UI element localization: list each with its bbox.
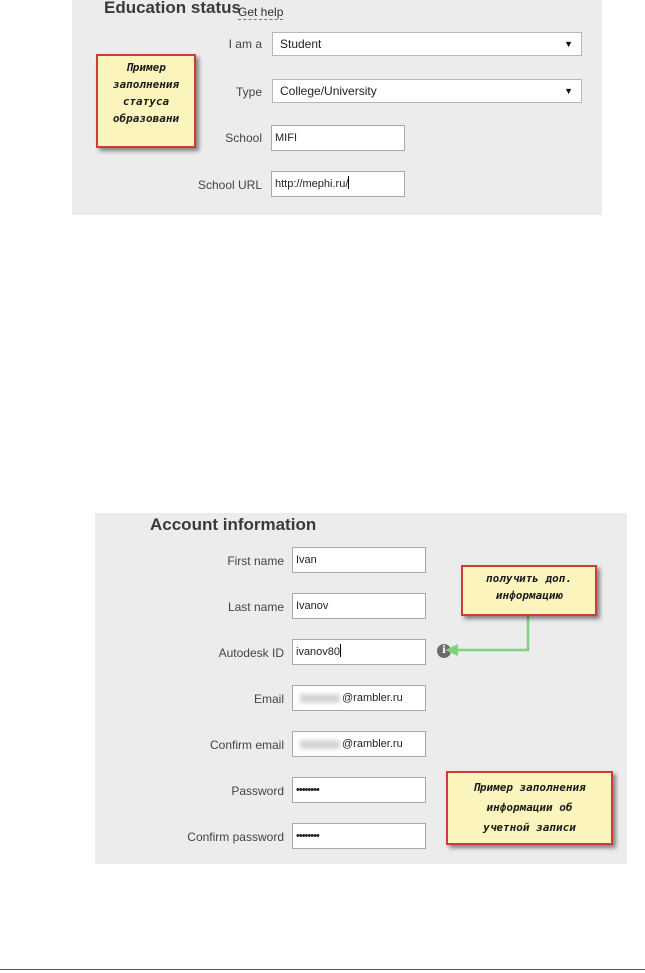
- education-status-title: Education status: [104, 0, 241, 17]
- education-annotation-note: [96, 54, 196, 148]
- get-help-link[interactable]: Get help: [238, 5, 284, 19]
- type-select[interactable]: [272, 79, 582, 103]
- first-name-label: First name: [227, 554, 284, 568]
- note-line: статуса: [122, 95, 170, 108]
- note-line: Пример заполнения: [473, 781, 586, 794]
- note-line: получить доп.: [485, 572, 573, 585]
- last-name-value: Ivanov: [296, 600, 329, 612]
- info-annotation-note: [461, 565, 597, 616]
- password-input[interactable]: [292, 777, 426, 803]
- redacted-text: [300, 740, 340, 749]
- confirm-email-value: @rambler.ru: [342, 738, 403, 750]
- email-label: Email: [253, 692, 284, 706]
- last-name-input[interactable]: [292, 593, 426, 619]
- page-divider: [0, 969, 645, 970]
- confirm-password-label: Confirm password: [187, 830, 284, 844]
- school-url-label: School URL: [197, 178, 262, 192]
- school-label: School: [225, 131, 262, 145]
- autodesk-id-input[interactable]: [292, 639, 426, 665]
- confirm-password-input[interactable]: [292, 823, 426, 849]
- last-name-label: Last name: [227, 600, 284, 614]
- school-url-input-value: http://mephi.ru/: [275, 178, 349, 190]
- autodesk-id-label: Autodesk ID: [218, 646, 284, 660]
- note-line: информации об: [486, 801, 573, 814]
- confirm-email-input[interactable]: [292, 731, 426, 757]
- dropdown-arrow-icon: ▼: [564, 39, 573, 49]
- email-input[interactable]: [292, 685, 426, 711]
- pointer-arrow-line: [456, 610, 528, 650]
- role-select[interactable]: [272, 32, 582, 56]
- password-value: ••••••••: [296, 784, 319, 796]
- role-select-value: Student: [280, 37, 322, 51]
- note-line: образовани: [112, 112, 180, 125]
- type-select-value: College/University: [280, 84, 377, 98]
- school-input[interactable]: [271, 125, 405, 151]
- confirm-password-value: ••••••••: [296, 830, 319, 842]
- email-value: @rambler.ru: [342, 692, 403, 704]
- school-url-input[interactable]: [271, 171, 405, 197]
- note-line: учетной записи: [483, 821, 576, 834]
- type-label: Type: [235, 85, 262, 99]
- first-name-input[interactable]: [292, 547, 426, 573]
- confirm-email-label: Confirm email: [209, 738, 284, 752]
- text-caret: [340, 644, 341, 657]
- first-name-value: Ivan: [296, 554, 317, 566]
- info-icon[interactable]: i: [437, 644, 451, 658]
- note-line: Пример: [126, 61, 166, 74]
- text-caret: [348, 176, 349, 189]
- password-label: Password: [231, 784, 284, 798]
- dropdown-arrow-icon: ▼: [564, 86, 573, 96]
- note-line: информацию: [495, 589, 563, 602]
- account-annotation-note: [446, 771, 613, 845]
- account-information-title: Account information: [150, 515, 317, 534]
- pointer-arrow-head: [445, 644, 458, 656]
- role-label: I am a: [228, 37, 262, 51]
- redacted-text: [300, 694, 340, 703]
- school-input-value: MIFI: [275, 132, 297, 144]
- note-line: заполнения: [112, 78, 180, 91]
- autodesk-id-value: ivanov80: [296, 646, 341, 658]
